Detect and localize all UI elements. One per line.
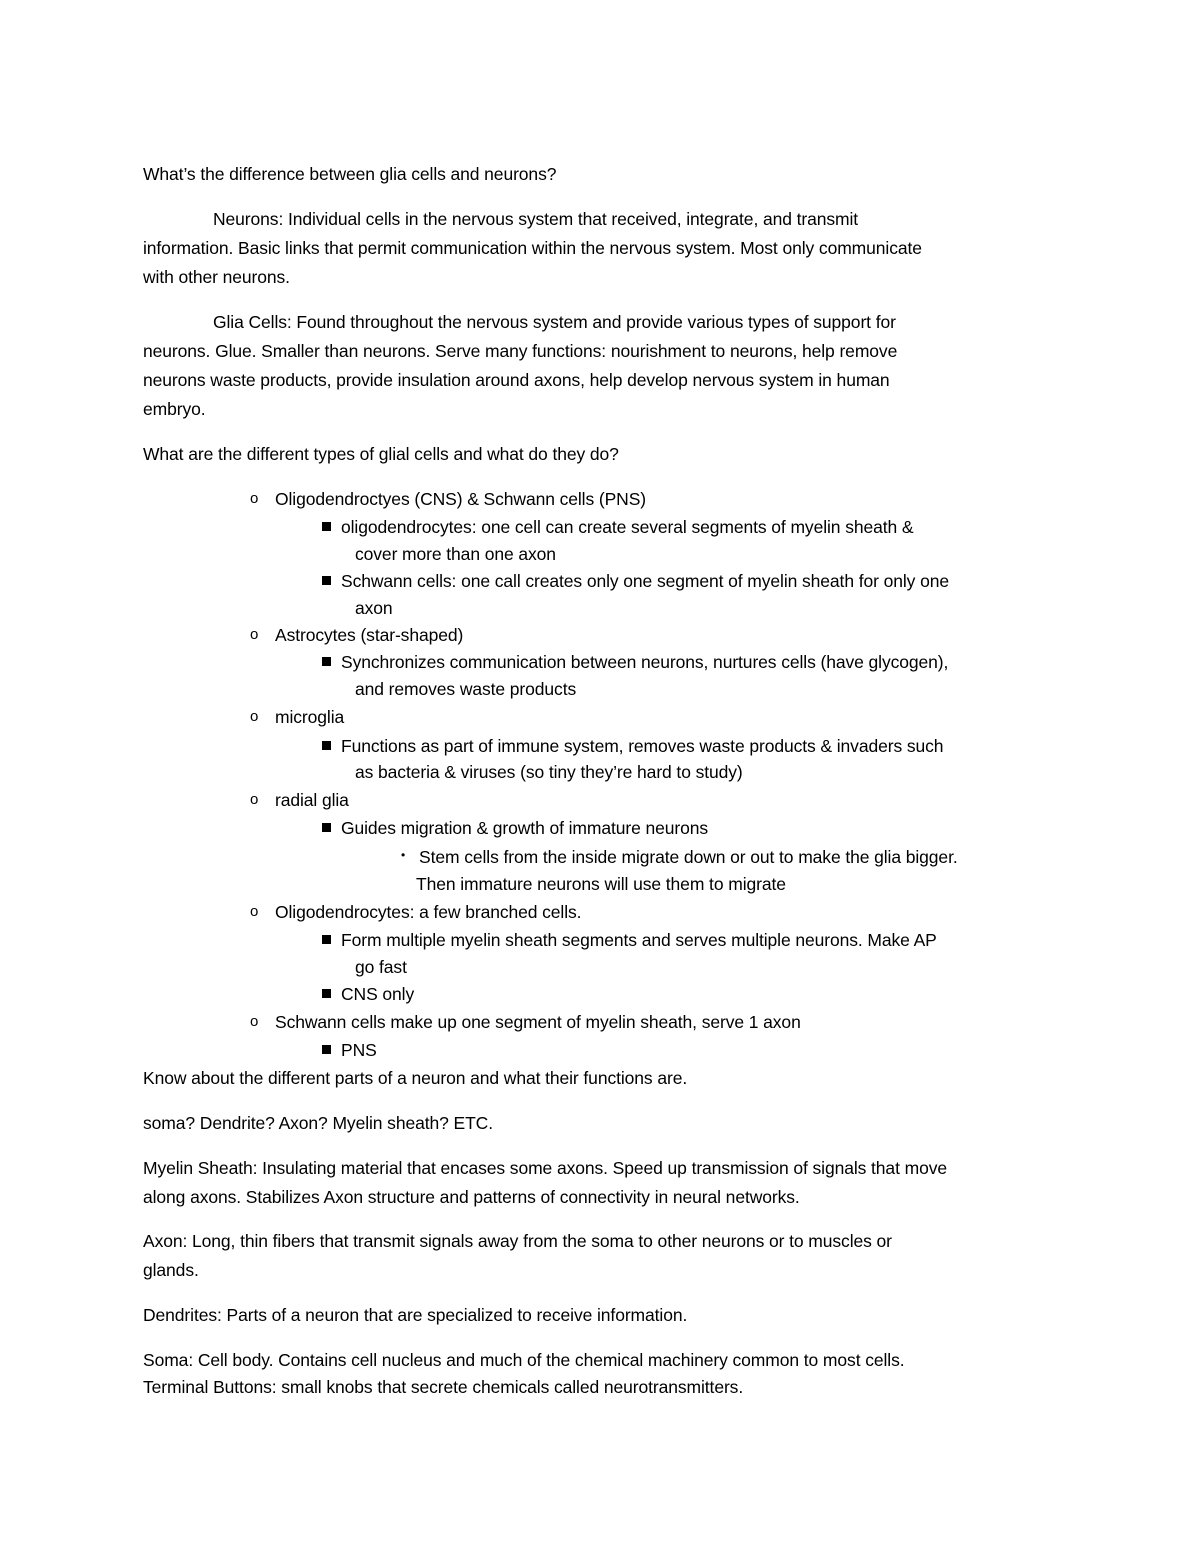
list-item: radial glia [275,790,349,810]
question-glial-types: What are the different types of glial cells and what do they do? [143,444,619,464]
square-bullet-icon [322,935,331,944]
myelin-line: along axons. Stabilizes Axon structure and patterns of connectivity in neural networks. [143,1187,800,1207]
list-item: Schwann cells: one call creates only one segment of myelin sheath for only one [341,571,949,591]
neurons-line: with other neurons. [143,267,290,287]
terminal-buttons-paragraph: Terminal Buttons: small knobs that secrete chemicals called neurotransmitters. [143,1377,744,1397]
axon-line: Axon: Long, thin fibers that transmit signals away from the soma to other neurons or to muscles or [143,1231,892,1251]
square-bullet-icon [322,989,331,998]
myelin-line: Myelin Sheath: Insulating material that encases some axons. Speed up transmission of signals that move [143,1158,947,1178]
list-item: Stem cells from the inside migrate down or out to make the glia bigger. [419,847,958,867]
glia-line: neurons waste products, provide insulation around axons, help develop nervous system in human [143,370,890,390]
circle-bullet-icon: o [250,1013,259,1030]
list-item: Oligodendrocytes: a few branched cells. [275,902,582,922]
circle-bullet-icon: o [250,791,259,808]
neurons-line: information. Basic links that permit communication within the nervous system. Most only communicate [143,238,922,258]
circle-bullet-icon: o [250,708,259,725]
list-item: Oligodendroctyes (CNS) & Schwann cells (PNS) [275,489,647,509]
know-parts-heading: Know about the different parts of a neuron and what their functions are. [143,1068,688,1088]
list-item-continuation: as bacteria & viruses (so tiny they’re hard to study) [355,762,743,782]
question-glia-vs-neurons: What’s the difference between glia cells and neurons? [143,164,557,184]
glia-line: neurons. Glue. Smaller than neurons. Serve many functions: nourishment to neurons, help remove [143,341,898,361]
square-bullet-icon [322,522,331,531]
list-item: Form multiple myelin sheath segments and serves multiple neurons. Make AP [341,930,937,950]
list-item-continuation: axon [355,598,393,618]
list-item: PNS [341,1040,377,1060]
circle-bullet-icon: o [250,626,259,643]
list-item: CNS only [341,984,415,1004]
square-bullet-icon [322,657,331,666]
square-bullet-icon [322,1045,331,1054]
list-item: Functions as part of immune system, removes waste products & invaders such [341,736,944,756]
list-item: Schwann cells make up one segment of myelin sheath, serve 1 axon [275,1012,801,1032]
list-item-continuation: and removes waste products [355,679,577,699]
square-bullet-icon [322,576,331,585]
square-bullet-icon [322,741,331,750]
dot-bullet-icon: • [401,848,406,862]
list-item-continuation: Then immature neurons will use them to migrate [416,874,786,894]
list-item: Synchronizes communication between neurons, nurtures cells (have glycogen), [341,652,949,672]
list-item-continuation: go fast [355,957,407,977]
list-item-continuation: cover more than one axon [355,544,556,564]
circle-bullet-icon: o [250,903,259,920]
circle-bullet-icon: o [250,490,259,507]
soma-paragraph: Soma: Cell body. Contains cell nucleus and much of the chemical machinery common to most cells. [143,1350,905,1370]
parts-questions: soma? Dendrite? Axon? Myelin sheath? ETC. [143,1113,493,1133]
axon-line: glands. [143,1260,199,1280]
list-item: Guides migration & growth of immature neurons [341,818,709,838]
glia-line: embryo. [143,399,206,419]
list-item: microglia [275,707,345,727]
glia-line: Glia Cells: Found throughout the nervous system and provide various types of support for [213,312,896,332]
square-bullet-icon [322,823,331,832]
neurons-line: Neurons: Individual cells in the nervous system that received, integrate, and transmit [213,209,859,229]
dendrites-paragraph: Dendrites: Parts of a neuron that are specialized to receive information. [143,1305,688,1325]
list-item: Astrocytes (star-shaped) [275,625,464,645]
list-item: oligodendrocytes: one cell can create several segments of myelin sheath & [341,517,914,537]
